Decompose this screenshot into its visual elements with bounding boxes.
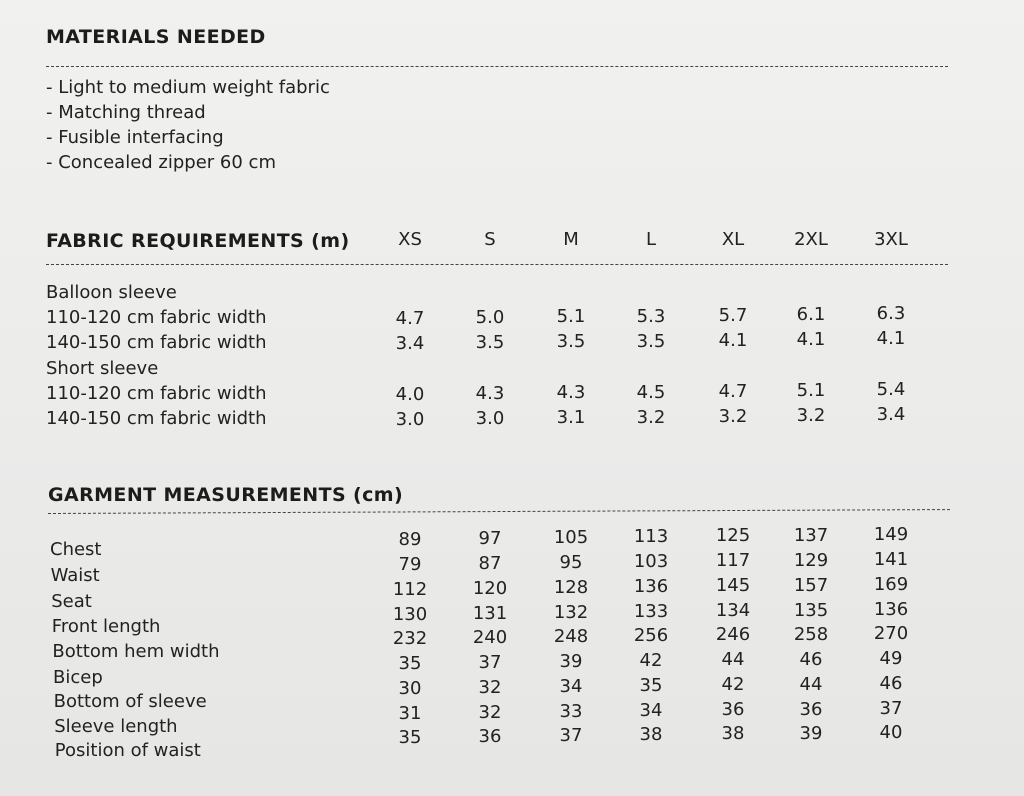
garment-cell: 38	[721, 723, 745, 745]
garment-cell: 141	[873, 548, 909, 570]
material-item: - Light to medium weight fabric	[46, 77, 330, 98]
fabric-row-label: 110-120 cm fabric width	[46, 307, 267, 328]
garment-cell: 42	[721, 674, 745, 696]
size-header: M	[563, 229, 579, 250]
materials-divider	[46, 66, 948, 67]
garment-cell: 112	[392, 579, 428, 600]
garment-row-label: Sleeve length	[54, 716, 178, 737]
garment-row-label: Front length	[51, 616, 161, 637]
garment-cell: 39	[799, 722, 823, 744]
size-header: S	[484, 229, 496, 250]
garment-row-label: Waist	[50, 565, 100, 586]
fabric-group-label: Balloon sleeve	[46, 282, 177, 303]
garment-cell: 34	[639, 700, 663, 722]
size-header: L	[645, 229, 657, 250]
fabric-cell: 4.7	[395, 308, 425, 329]
garment-cell: 36	[478, 726, 502, 748]
fabric-row-label: 140-150 cm fabric width	[46, 408, 267, 429]
garment-cell: 132	[553, 602, 589, 624]
fabric-cell: 5.1	[796, 380, 826, 401]
material-item: - Fusible interfacing	[46, 127, 224, 148]
garment-cell: 117	[715, 550, 751, 572]
garment-cell: 34	[559, 676, 583, 698]
garment-cell: 145	[715, 575, 751, 597]
garment-cell: 246	[715, 624, 751, 646]
garment-cell: 36	[721, 699, 745, 721]
garment-cell: 37	[478, 652, 502, 674]
garment-cell: 95	[559, 552, 583, 574]
fabric-group-label: Short sleeve	[46, 358, 159, 379]
garment-cell: 36	[799, 698, 823, 720]
fabric-cell: 3.1	[556, 407, 586, 429]
materials-heading: MATERIALS NEEDED	[46, 26, 266, 48]
fabric-cell: 4.1	[718, 329, 748, 351]
garment-cell: 33	[559, 701, 583, 723]
fabric-cell: 3.2	[718, 405, 748, 427]
fabric-cell: 6.1	[796, 304, 826, 325]
garment-cell: 256	[633, 625, 669, 647]
fabric-cell: 3.5	[475, 332, 505, 354]
garment-cell: 44	[799, 673, 823, 695]
garment-cell: 97	[478, 528, 502, 550]
garment-cell: 103	[633, 551, 669, 573]
garment-cell: 169	[873, 573, 909, 595]
garment-cell: 120	[472, 578, 508, 600]
garment-cell: 46	[799, 648, 823, 670]
material-item: - Concealed zipper 60 cm	[46, 152, 276, 173]
fabric-row-label: 140-150 cm fabric width	[46, 332, 267, 353]
fabric-cell: 3.0	[395, 409, 425, 430]
garment-cell: 258	[793, 623, 829, 645]
fabric-heading: FABRIC REQUIREMENTS (m)	[46, 230, 350, 252]
garment-cell: 37	[879, 697, 903, 719]
fabric-cell: 3.4	[395, 333, 425, 354]
garment-cell: 32	[478, 677, 502, 699]
fabric-cell: 3.4	[876, 404, 906, 426]
garment-cell: 38	[639, 724, 663, 746]
fabric-cell: 5.0	[475, 307, 505, 329]
garment-cell: 44	[721, 649, 745, 671]
garment-cell: 270	[873, 622, 909, 644]
fabric-cell: 4.3	[556, 382, 586, 404]
garment-cell: 79	[398, 554, 422, 575]
fabric-cell: 3.5	[556, 331, 586, 353]
garment-cell: 248	[553, 626, 589, 648]
size-header: XL	[721, 229, 745, 250]
fabric-cell: 4.1	[796, 329, 826, 350]
garment-cell: 135	[793, 599, 829, 621]
garment-cell: 39	[559, 651, 583, 673]
garment-cell: 136	[873, 598, 909, 620]
garment-cell: 136	[633, 576, 669, 598]
garment-cell: 130	[392, 604, 428, 625]
fabric-cell: 6.3	[876, 303, 906, 325]
garment-cell: 32	[478, 702, 502, 724]
garment-row-label: Bottom of sleeve	[53, 691, 207, 712]
fabric-row-label: 110-120 cm fabric width	[46, 383, 267, 404]
garment-cell: 35	[398, 727, 422, 748]
fabric-cell: 5.3	[636, 305, 666, 327]
garment-heading: GARMENT MEASUREMENTS (cm)	[48, 484, 404, 506]
fabric-cell: 5.4	[876, 379, 906, 401]
garment-cell: 113	[633, 526, 669, 548]
garment-row-label: Position of waist	[54, 740, 201, 761]
garment-row-label: Seat	[51, 591, 92, 612]
garment-cell: 35	[398, 653, 422, 674]
fabric-cell: 3.5	[636, 330, 666, 352]
garment-cell: 232	[392, 628, 428, 649]
garment-cell: 105	[553, 527, 589, 549]
garment-cell: 131	[472, 603, 508, 625]
size-header: XS	[398, 229, 422, 250]
garment-cell: 49	[879, 647, 903, 669]
garment-cell: 129	[793, 549, 829, 571]
garment-cell: 89	[398, 529, 422, 550]
size-header: 3XL	[874, 229, 908, 250]
garment-row-label: Chest	[50, 539, 102, 560]
fabric-cell: 5.1	[556, 306, 586, 328]
garment-row-label: Bottom hem width	[52, 641, 220, 662]
fabric-cell: 4.7	[718, 380, 748, 402]
garment-cell: 87	[478, 553, 502, 575]
garment-cell: 157	[793, 574, 829, 596]
garment-cell: 35	[639, 675, 663, 697]
fabric-cell: 4.0	[395, 384, 425, 405]
fabric-cell: 4.5	[636, 381, 666, 403]
fabric-cell: 3.2	[796, 405, 826, 426]
material-item: - Matching thread	[46, 102, 206, 123]
fabric-cell: 4.3	[475, 383, 505, 405]
garment-cell: 240	[472, 627, 508, 649]
size-header: 2XL	[794, 229, 828, 250]
garment-cell: 149	[873, 523, 909, 545]
garment-row-label: Bicep	[53, 667, 103, 688]
fabric-cell: 3.2	[636, 406, 666, 428]
garment-cell: 30	[398, 678, 422, 699]
fabric-cell: 3.0	[475, 408, 505, 430]
garment-divider	[48, 509, 950, 514]
garment-cell: 46	[879, 672, 903, 694]
garment-cell: 133	[633, 601, 669, 623]
garment-cell: 125	[715, 525, 751, 547]
garment-cell: 40	[879, 721, 903, 743]
garment-cell: 31	[398, 703, 422, 724]
garment-cell: 42	[639, 650, 663, 672]
fabric-divider	[46, 264, 948, 265]
fabric-cell: 5.7	[718, 304, 748, 326]
fabric-cell: 4.1	[876, 328, 906, 350]
garment-cell: 128	[553, 577, 589, 599]
garment-cell: 37	[559, 725, 583, 747]
garment-cell: 134	[715, 600, 751, 622]
garment-cell: 137	[793, 524, 829, 546]
